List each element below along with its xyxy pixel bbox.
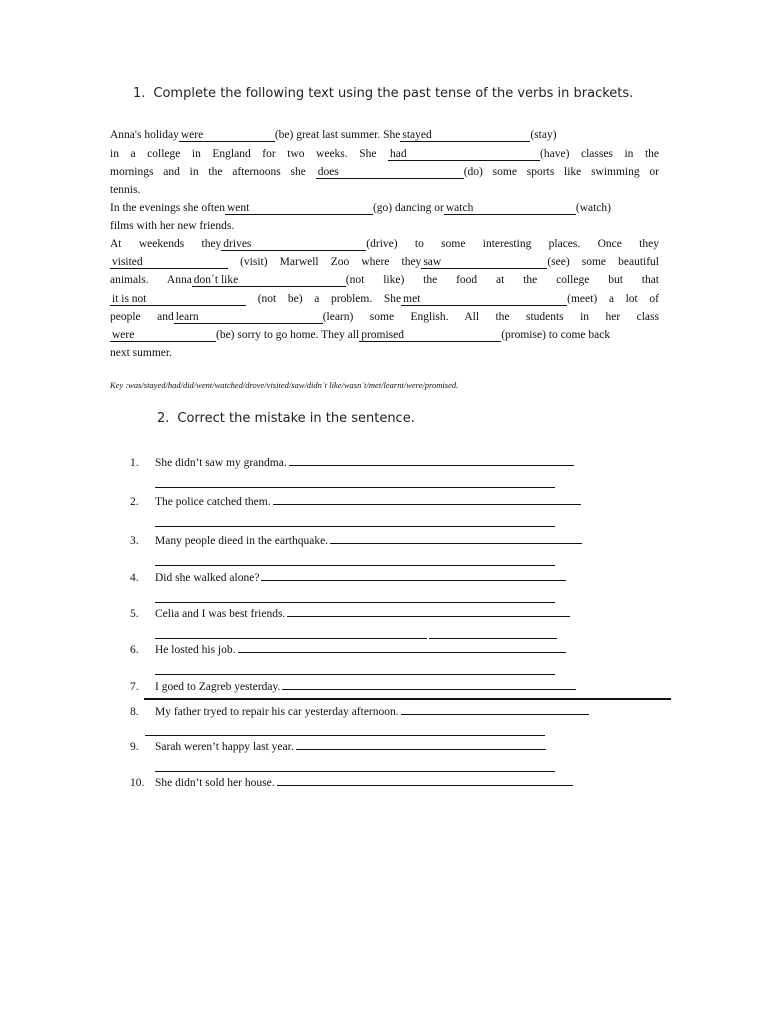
sentence-item xyxy=(130,739,546,753)
text-segment: next summer. xyxy=(110,347,172,359)
answer-blank[interactable]: does xyxy=(316,166,464,179)
answer-line[interactable] xyxy=(273,494,581,505)
item-number: 7. xyxy=(130,681,139,693)
sentence-item xyxy=(130,775,573,789)
text-line xyxy=(110,345,172,362)
item-text: Sarah weren’t happy last year. xyxy=(155,741,294,753)
item-text: My father tryed to repair his car yesterday afternoon. xyxy=(155,706,399,718)
exercise-2-number: 2. xyxy=(157,411,170,426)
text-segment: (watch) xyxy=(575,202,611,214)
sentence-item xyxy=(130,455,574,469)
text-line xyxy=(110,146,659,163)
text-segment: (promise) to come back xyxy=(501,329,611,341)
text-segment: At weekends they xyxy=(110,238,222,250)
answer-line[interactable] xyxy=(145,735,545,736)
answer-line[interactable] xyxy=(277,775,573,786)
text-segment: (visit) Marwell Zoo where they xyxy=(240,256,422,268)
text-segment: Anna's holiday xyxy=(110,129,179,141)
item-text: I goed to Zagreb yesterday. xyxy=(155,681,281,693)
text-segment: (have) xyxy=(540,148,570,160)
text-line xyxy=(110,236,659,253)
answer-blank[interactable]: met xyxy=(401,293,567,306)
answer-blank[interactable]: drives xyxy=(221,238,366,251)
item-text: Celia and I was best friends. xyxy=(155,608,286,620)
answer-line[interactable] xyxy=(429,638,557,639)
answer-blank[interactable]: watch xyxy=(444,202,576,215)
text-line xyxy=(110,254,659,271)
answer-blank[interactable]: went xyxy=(225,202,373,215)
answer-line[interactable] xyxy=(238,642,566,653)
answer-line[interactable] xyxy=(282,679,576,690)
answer-blank[interactable]: stayed xyxy=(400,129,530,142)
answer-line[interactable] xyxy=(155,674,555,675)
text-segment: (drive) to some interesting places. Once they xyxy=(366,238,659,250)
answer-blank[interactable]: visited xyxy=(110,256,228,269)
divider-line xyxy=(144,698,671,700)
text-segment: like xyxy=(564,166,582,178)
text-segment: films with her new friends. xyxy=(110,220,235,232)
answer-blank[interactable]: learn xyxy=(174,311,323,324)
sentence-item xyxy=(130,679,576,693)
exercise-1-heading xyxy=(133,86,633,101)
text-segment: (not be) a problem. She xyxy=(257,293,402,305)
answer-line[interactable] xyxy=(287,606,570,617)
text-segment: tennis. xyxy=(110,184,141,196)
text-line xyxy=(110,272,659,289)
text-segment: sports xyxy=(526,166,555,178)
item-text: He losted his job. xyxy=(155,644,236,656)
text-segment: mornings and in the afternoons she xyxy=(110,166,306,178)
item-text: Many people dieed in the earthquake. xyxy=(155,535,329,547)
answer-line[interactable] xyxy=(155,602,555,603)
answer-line[interactable] xyxy=(289,455,574,466)
exercise-1-instruction: Complete the following text using the past tense of the verbs in brackets. xyxy=(153,86,634,101)
sentence-item xyxy=(130,533,582,547)
answer-blank[interactable]: it is not xyxy=(110,293,246,306)
item-text: She didn’t saw my grandma. xyxy=(155,457,287,469)
text-segment: (learn) some English. All the students in her class xyxy=(322,311,659,323)
text-segment: (not like) the food at the college but that xyxy=(345,274,660,286)
text-line xyxy=(110,291,659,308)
text-line xyxy=(110,182,140,199)
answer-blank[interactable]: don´t like xyxy=(192,274,346,287)
answer-blank[interactable]: saw xyxy=(421,256,547,269)
item-number: 5. xyxy=(130,608,139,620)
exercise-2-heading xyxy=(157,411,415,426)
text-segment: classes xyxy=(580,148,613,160)
text-line xyxy=(110,164,659,181)
text-segment: (meet) a lot of xyxy=(567,293,660,305)
item-number: 4. xyxy=(130,572,139,584)
text-line xyxy=(110,127,557,144)
text-segment: people and xyxy=(110,311,174,323)
text-segment: (be) sorry to go home. They all xyxy=(216,329,360,341)
answer-line[interactable] xyxy=(155,771,555,772)
text-segment: (stay) xyxy=(530,129,557,141)
sentence-item xyxy=(130,704,589,718)
item-number: 3. xyxy=(130,535,139,547)
item-number: 6. xyxy=(130,644,139,656)
text-segment: (be) great last summer. She xyxy=(274,129,401,141)
text-segment: (go) dancing or xyxy=(372,202,444,214)
answer-blank[interactable]: promised xyxy=(359,329,501,342)
text-segment: the xyxy=(644,148,660,160)
answer-line[interactable] xyxy=(155,487,555,488)
item-number: 10. xyxy=(130,777,145,789)
answer-line[interactable] xyxy=(261,570,566,581)
text-segment: (see) some beautiful xyxy=(547,256,659,268)
text-segment: in xyxy=(624,148,634,160)
answer-blank[interactable]: had xyxy=(388,148,540,161)
text-line xyxy=(110,309,659,326)
item-number: 1. xyxy=(130,457,139,469)
answer-line[interactable] xyxy=(155,565,555,566)
answer-key: Key :was/stayed/had/did/went/watched/drove/visited/saw/didn´t like/wasn´t/met/learnt/were/promised. xyxy=(110,380,459,390)
answer-line[interactable] xyxy=(401,704,589,715)
answer-line[interactable] xyxy=(155,526,555,527)
exercise-2-instruction: Correct the mistake in the sentence. xyxy=(177,411,415,426)
sentence-item xyxy=(130,570,566,584)
answer-line[interactable] xyxy=(155,638,427,639)
text-line xyxy=(110,327,610,344)
answer-blank[interactable]: were xyxy=(110,329,216,342)
answer-blank[interactable]: were xyxy=(179,129,275,142)
text-segment: in a college in England for two weeks. She xyxy=(110,148,377,160)
item-number: 8. xyxy=(130,706,139,718)
text-line xyxy=(110,218,234,235)
item-text: Did she walked alone? xyxy=(155,572,260,584)
item-number: 2. xyxy=(130,496,139,508)
text-segment: (do) xyxy=(463,166,483,178)
sentence-item xyxy=(130,606,570,620)
answer-line[interactable] xyxy=(330,533,582,544)
item-text: She didn’t sold her house. xyxy=(155,777,275,789)
text-segment: or xyxy=(649,166,660,178)
item-number: 9. xyxy=(130,741,139,753)
text-segment: swimming xyxy=(591,166,640,178)
sentence-item xyxy=(130,494,581,508)
text-segment: some xyxy=(492,166,517,178)
answer-line[interactable] xyxy=(296,739,546,750)
text-segment: In the evenings she often xyxy=(110,202,225,214)
sentence-item xyxy=(130,642,566,656)
text-line xyxy=(110,200,611,217)
text-segment: animals. Anna xyxy=(110,274,192,286)
exercise-1-number: 1. xyxy=(133,86,146,101)
item-text: The police catched them. xyxy=(155,496,271,508)
